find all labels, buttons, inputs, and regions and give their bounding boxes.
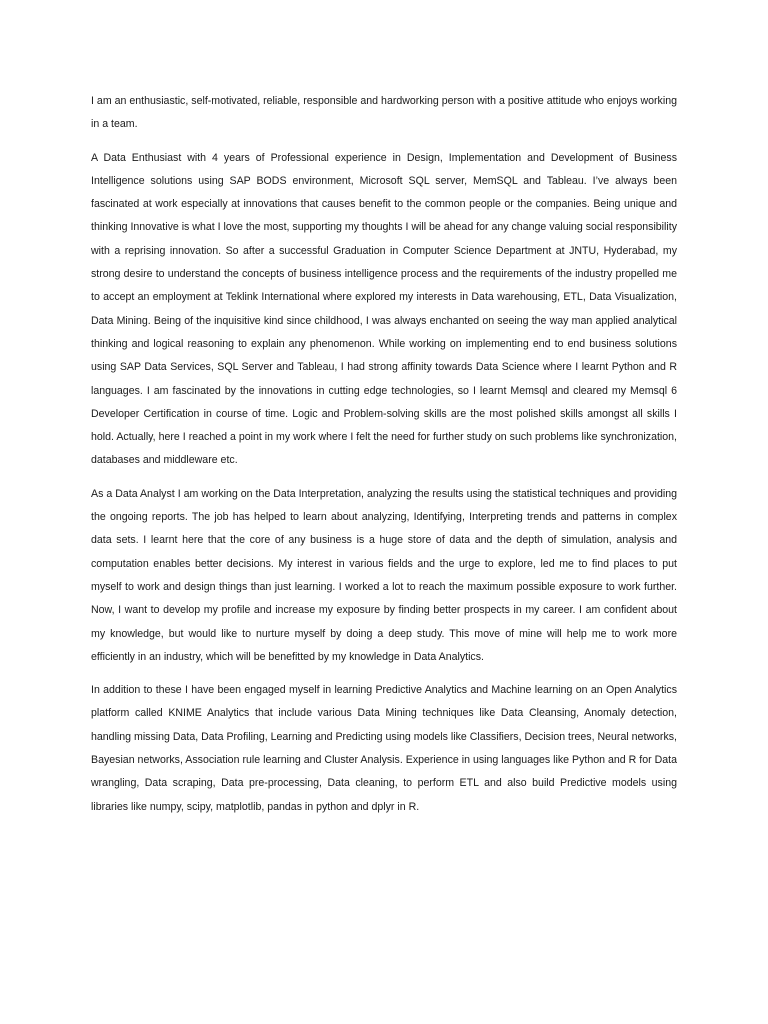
paragraph-intro: I am an enthusiastic, self-motivated, reliable, responsible and hardworking person with a positive attitude who enjoys working in a team.: [91, 95, 677, 131]
paragraph-data-analyst: As a Data Analyst I am working on the Data Interpretation, analyzing the results using the statistical techniques and providing the ongoing reports. The job has helped to learn about analyzing, Identifying, Interpreting trends and patterns in complex data sets. I learnt here that the core of any business is a huge store of data and the depth of simulation, analysis and computation enables better decisions. My interest in various fields and the urge to explore, led me to find places to put myself to work and design things than just learning. I worked a lot to reach the maximum possible exposure to work further. Now, I want to develop my profile and increase my exposure by finding better prospects in my career. I am confident about my knowledge, but would like to nurture myself by doing a deep study. This move of mine will help me to work more efficiently in an industry, which will be benefitted by my knowledge in Data Analytics.: [91, 487, 677, 663]
paragraph-background: A Data Enthusiast with 4 years of Professional experience in Design, Implementation and Development of Business Intelligence solutions using SAP BODS environment, Microsoft SQL server, MemSQL and Tableau. I’ve always been fascinated at work especially at innovations that causes benefit to the common people or the companies. Being unique and thinking Innovative is what I love the most, supporting my thoughts I will be ahead for any change valuing social responsibility with a reprising innovation. So after a successful Graduation in Computer Science Department at JNTU, Hyderabad, my strong desire to understand the concepts of business intelligence process and the requirements of the industry propelled me to accept an employment at Teklink International where explored my interests in Data warehousing, ETL, Data Visualization, Data Mining. Being of the inquisitive kind since childhood, I was always enchanted on seeing the way man applied analytical thinking and logical reasoning to explain any phenomenon. While working on implementing end to end business solutions using SAP Data Services, SQL Server and Tableau, I had strong affinity towards Data Science where I learnt Python and R languages. I am fascinated by the innovations in cutting edge technologies, so I learnt Memsql and cleared my Memsql 6 Developer Certification in course of time. Logic and Problem-solving skills are the most polished skills amongst all skills I hold. Actually, here I reached a point in my work where I felt the need for further study on such problems like synchronization, databases and middleware etc.: [91, 151, 677, 467]
paragraph-additional-skills: In addition to these I have been engaged myself in learning Predictive Analytics and Machine learning on an Open Analytics platform called KNIME Analytics that include various Data Mining techniques like Data Cleansing, Anomaly detection, handling missing Data, Data Profiling, Learning and Predicting using models like Classifiers, Decision trees, Neural networks, Bayesian networks, Association rule learning and Cluster Analysis. Experience in using languages like Python and R for Data wrangling, Data scraping, Data pre-processing, Data cleaning, to perform ETL and also build Predictive models using libraries like numpy, scipy, matplotlib, pandas in python and dplyr in R.: [91, 684, 677, 813]
document-body: [91, 90, 677, 829]
